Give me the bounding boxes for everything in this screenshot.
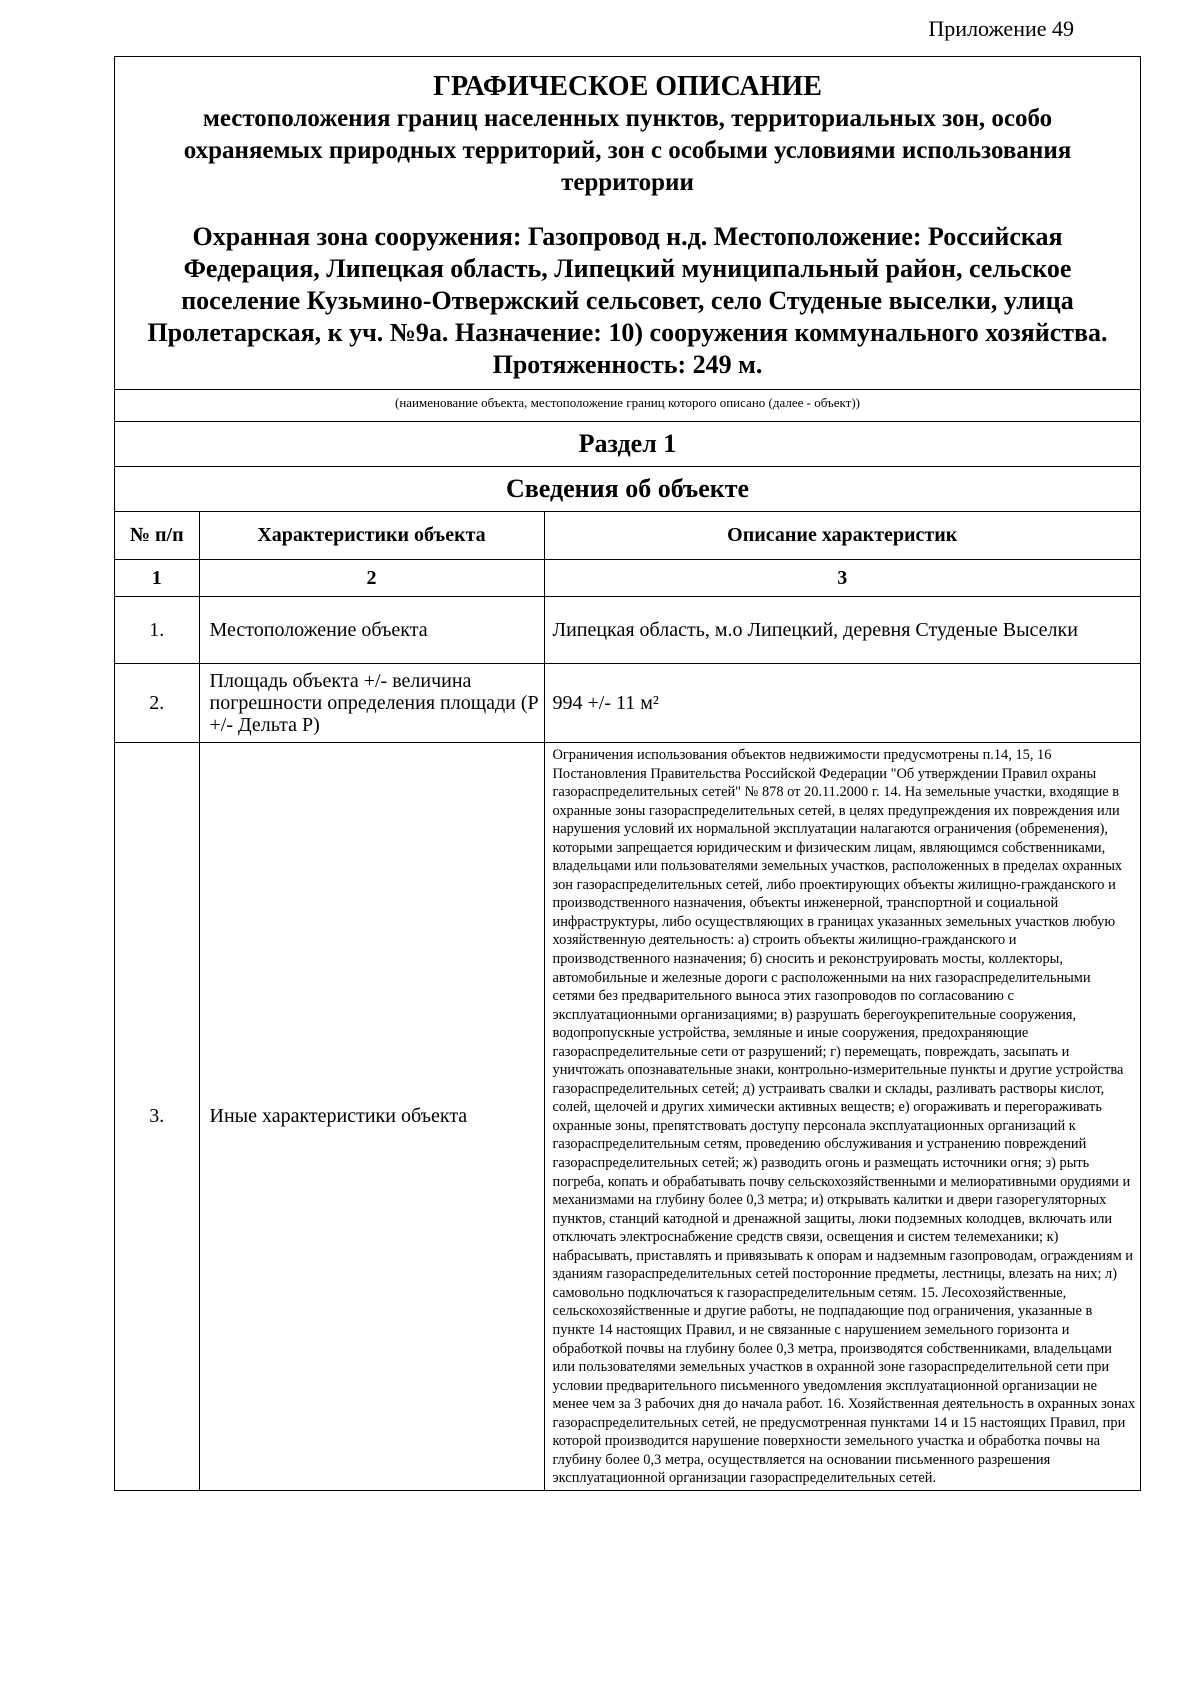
appendix-label: Приложение 49 xyxy=(928,16,1074,41)
document-header xyxy=(115,57,1140,390)
column-header-number: № п/п xyxy=(115,512,199,560)
form-frame xyxy=(114,56,1141,1491)
row-value: 994 +/- 11 м² xyxy=(544,664,1140,743)
section-subtitle: Сведения об объекте xyxy=(115,467,1140,512)
row-value: Липецкая область, м.о Липецкий, деревня Студеные Выселки xyxy=(544,597,1140,664)
column-number: 1 xyxy=(115,560,199,597)
section-title: Раздел 1 xyxy=(115,422,1140,467)
row-number: 3. xyxy=(115,743,199,1490)
column-header-characteristic: Характеристики объекта xyxy=(199,512,544,560)
table-row xyxy=(115,664,1140,743)
document-subtitle: местоположения границ населенных пунктов, территориальных зон, особо охраняемых природных территорий, зон с особыми условиями использования территории xyxy=(183,105,1072,196)
table-header-row xyxy=(115,512,1140,560)
row-characteristic: Иные характеристики объекта xyxy=(199,743,544,1490)
column-header-description: Описание характеристик xyxy=(544,512,1140,560)
table-row xyxy=(115,743,1140,1490)
row-value: Ограничения использования объектов недвижимости предусмотрены п.14, 15, 16 Постановления Правительства Российской Федерации "Об утверждении Правил охраны газораспределительных сетей" № 878 от 20.11.2000 г. 14. На земельные участки, входящие в охранные зоны газораспределительных сетей, в целях предупреждения их повреждения или нарушения условий их нормальной эксплуатации налагаются ограничения (обременения), которыми запрещается юридическим и физическим лицам, являющимся собственниками, владельцами или пользователями земельных участков, расположенных в пределах охранных зон газораспределительных сетей, либо проектирующих объекты жилищно-гражданского и производственного назначения, объекты инженерной, транспортной и социальной инфраструктуры, либо осуществляющих в границах указанных земельных участков любую хозяйственную деятельность: а) строить объекты жилищно-гражданского и производственного назначения; б) сносить и реконструировать мосты, коллекторы, автомобильные и железные дороги с расположенными на них газораспределительными сетями без предварительного выноса этих газопроводов по согласованию с эксплуатационными организациями; в) разрушать берегоукрепительные сооружения, водопропускные устройства, земляные и иные сооружения, предохраняющие газораспределительные сети от разрушений; г) перемещать, повреждать, засыпать и уничтожать опознавательные знаки, контрольно-измерительные пункты и другие устройства газораспределительных сетей; д) устраивать свалки и склады, разливать растворы кислот, солей, щелочей и других химически активных веществ; е) огораживать и перегораживать охранные зоны, препятствовать доступу персонала эксплуатационных организаций к газораспределительным сетям, проведению обслуживания и устранению повреждений газораспределительных сетей; ж) разводить огонь и размещать источники огня; з) рыть погреба, копать и обрабатывать почву сельскохозяйственными и мелиоративными орудиями и механизмами на глубину более 0,3 метра; и) открывать калитки и двери газорегуляторных пунктов, станций катодной и дренажной защиты, люки подземных колодцев, включать или отключать электроснабжение средств связи, освещения и систем телемеханики; к) набрасывать, приставлять и привязывать к опорам и надземным газопроводам, ограждениям и зданиям газораспределительных сетей посторонние предметы, лестницы, влезать на них; л) самовольно подключаться к газораспределительным сетям. 15. Лесохозяйственные, сельскохозяйственные и другие работы, не подпадающие под ограничения, указанные в пункте 14 настоящих Правил, и не связанные с нарушением земельного горизонта и обработкой почвы на глубину более 0,3 метра, производятся собственниками, владельцами или пользователями земельных участков в охранной зоне газораспределительной сети при условии предварительного письменного уведомления эксплуатационной организации не менее чем за 3 рабочих дня до начала работ. 16. Хозяйственная деятельность в охранных зонах газораспределительных сетей, не предусмотренная пунктами 14 и 15 настоящих Правил, при которой производится нарушение поверхности земельного участка и обработка почвы на глубину более 0,3 метра, осуществляется на основании письменного разрешения эксплуатационной организации газораспределительных сетей. xyxy=(544,743,1140,1490)
column-number-row xyxy=(115,560,1140,597)
row-number: 2. xyxy=(115,664,199,743)
document-title: ГРАФИЧЕСКОЕ ОПИСАНИЕ xyxy=(433,71,822,102)
object-caption: (наименование объекта, местоположение границ которого описано (далее - объект)) xyxy=(115,390,1140,422)
row-characteristic: Местоположение объекта xyxy=(199,597,544,664)
characteristics-table xyxy=(115,512,1140,1490)
column-number: 3 xyxy=(544,560,1140,597)
row-characteristic: Площадь объекта +/- величина погрешности определения площади (Р +/- Дельта Р) xyxy=(199,664,544,743)
object-name: Охранная зона сооружения: Газопровод н.д. Местоположение: Российская Федерация, Липецкая область, Липецкий муниципальный район, сельское поселение Кузьмино-Отвержский сельсовет, село Студеные выселки, улица Пролетарская, к уч. №9а. Назначение: 10) сооружения коммунального хозяйства. Протяженность: 249 м. xyxy=(147,222,1108,379)
row-number: 1. xyxy=(115,597,199,664)
column-number: 2 xyxy=(199,560,544,597)
table-row xyxy=(115,597,1140,664)
